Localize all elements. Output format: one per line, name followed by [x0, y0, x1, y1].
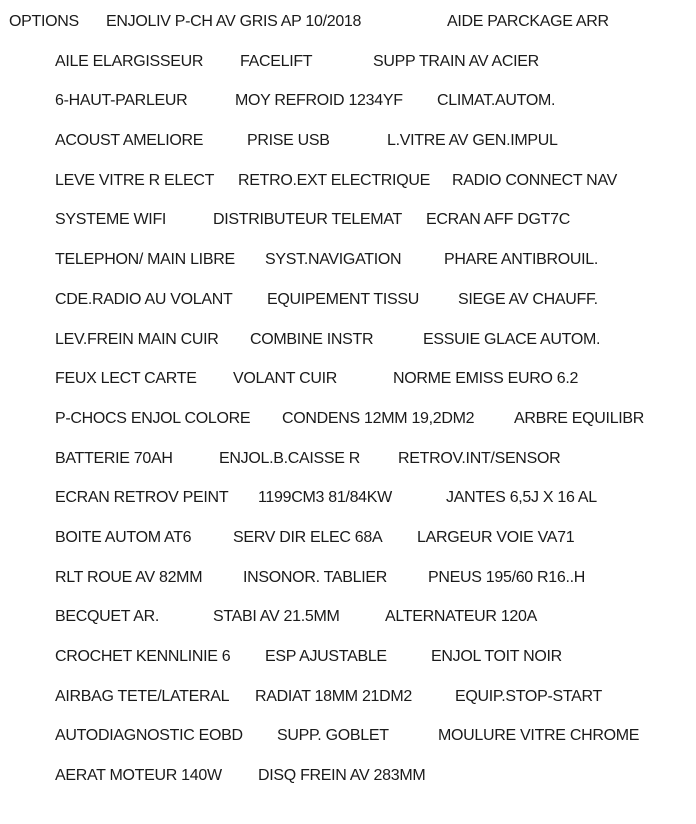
option-item: NORME EMISS EURO 6.2: [393, 370, 579, 388]
options-row: [0, 607, 696, 647]
options-row: [0, 290, 696, 330]
options-row: [0, 330, 696, 370]
option-item: SERV DIR ELEC 68A: [233, 528, 383, 546]
option-item: LARGEUR VOIE VA71: [417, 528, 575, 546]
option-item: SYSTEME WIFI: [55, 211, 167, 229]
options-row: [0, 647, 696, 687]
option-item: RLT ROUE AV 82MM: [55, 568, 203, 586]
options-row: [0, 766, 696, 806]
options-rows: [0, 12, 696, 806]
option-item: ALTERNATEUR 120A: [385, 608, 537, 626]
options-row: [0, 488, 696, 528]
option-item: BECQUET AR.: [55, 608, 159, 626]
option-item: ENJOLIV P-CH AV GRIS AP 10/2018: [106, 13, 362, 30]
option-item: 6-HAUT-PARLEUR: [55, 92, 188, 110]
option-item: STABI AV 21.5MM: [213, 608, 340, 626]
option-item: ENJOL.B.CAISSE R: [219, 449, 361, 467]
option-item: DISQ FREIN AV 283MM: [258, 767, 426, 785]
option-item: AILE ELARGISSEUR: [55, 52, 204, 70]
options-row: [0, 369, 696, 409]
option-item: P-CHOCS ENJOL COLORE: [55, 409, 251, 427]
option-item: 1199CM3 81/84KW: [258, 489, 392, 507]
option-item: PHARE ANTIBROUIL.: [444, 251, 599, 269]
options-row: [0, 726, 696, 766]
option-item: DISTRIBUTEUR TELEMAT: [213, 211, 402, 229]
option-item: L.VITRE AV GEN.IMPUL: [387, 132, 558, 150]
options-row: [0, 409, 696, 449]
option-item: RADIO CONNECT NAV: [452, 171, 617, 189]
option-item: RETROV.INT/SENSOR: [398, 449, 561, 467]
option-item: SIEGE AV CHAUFF.: [458, 290, 598, 308]
option-item: FACELIFT: [240, 52, 313, 70]
option-item: EQUIP.STOP-START: [455, 687, 602, 705]
options-row: [0, 528, 696, 568]
option-item: CONDENS 12MM 19,2DM2: [282, 409, 475, 427]
option-item: TELEPHON/ MAIN LIBRE: [55, 251, 235, 269]
option-item: JANTES 6,5J X 16 AL: [446, 489, 597, 507]
option-item: MOULURE VITRE CHROME: [438, 727, 640, 745]
options-row: [0, 210, 696, 250]
option-item: SUPP. GOBLET: [277, 727, 389, 745]
option-item: ESSUIE GLACE AUTOM.: [423, 330, 601, 348]
option-item: CROCHET KENNLINIE 6: [55, 648, 231, 665]
options-row: [0, 687, 696, 727]
option-item: VOLANT CUIR: [233, 370, 337, 388]
option-item: BOITE AUTOM AT6: [55, 528, 192, 546]
option-item: LEV.FREIN MAIN CUIR: [55, 330, 219, 348]
options-row: [0, 449, 696, 489]
option-item: RETRO.EXT ELECTRIQUE: [238, 171, 430, 189]
options-row: [0, 171, 696, 211]
option-item: ENJOL TOIT NOIR: [431, 648, 562, 665]
option-item: PRISE USB: [247, 132, 330, 150]
option-item: ESP AJUSTABLE: [265, 648, 387, 665]
option-item: AERAT MOTEUR 140W: [55, 767, 222, 785]
options-row: [0, 91, 696, 131]
option-item: CLIMAT.AUTOM.: [437, 92, 556, 110]
option-item: SUPP TRAIN AV ACIER: [373, 52, 539, 70]
option-item: AIRBAG TETE/LATERAL: [55, 687, 230, 705]
option-item: AUTODIAGNOSTIC EOBD: [55, 727, 243, 745]
option-item: SYST.NAVIGATION: [265, 251, 402, 269]
option-item: RADIAT 18MM 21DM2: [255, 687, 413, 705]
option-item: BATTERIE 70AH: [55, 449, 173, 467]
option-item: MOY REFROID 1234YF: [235, 92, 403, 110]
option-item: ECRAN AFF DGT7C: [426, 211, 570, 229]
option-item: ARBRE EQUILIBR: [514, 409, 645, 427]
option-item: PNEUS 195/60 R16..H: [428, 568, 586, 586]
options-row: [0, 250, 696, 290]
option-item: CDE.RADIO AU VOLANT: [55, 290, 233, 308]
option-item: ACOUST AMELIORE: [55, 132, 204, 150]
option-item: AIDE PARCKAGE ARR: [447, 13, 609, 30]
options-label: OPTIONS: [9, 13, 79, 30]
option-item: ECRAN RETROV PEINT: [55, 489, 229, 507]
option-item: LEVE VITRE R ELECT: [55, 171, 215, 189]
option-item: EQUIPEMENT TISSU: [267, 290, 419, 308]
option-item: FEUX LECT CARTE: [55, 370, 197, 388]
options-row: [0, 131, 696, 171]
options-row: [0, 12, 696, 52]
option-item: COMBINE INSTR: [250, 330, 374, 348]
options-row: [0, 52, 696, 92]
options-row: [0, 568, 696, 608]
option-item: INSONOR. TABLIER: [243, 568, 387, 586]
